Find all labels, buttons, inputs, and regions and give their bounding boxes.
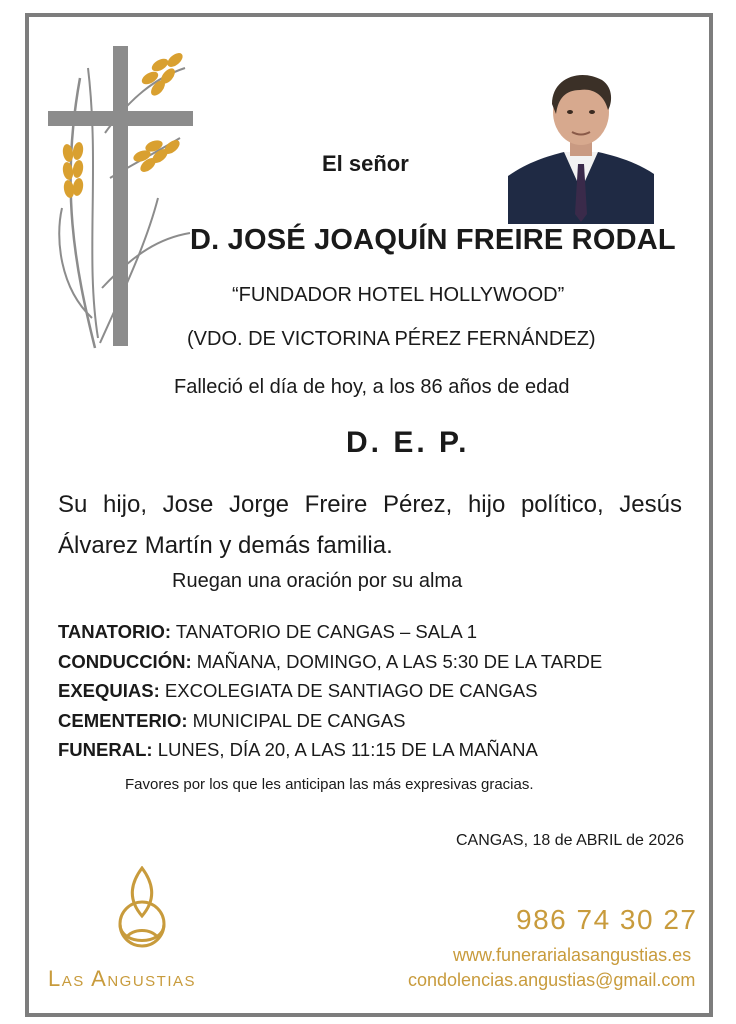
intro-text: El señor — [322, 151, 409, 176]
founder-note: “FUNDADOR HOTEL HOLLYWOOD” — [232, 284, 565, 306]
dateline: CANGAS, 18 de ABRIL de 2026 — [456, 832, 684, 849]
detail-label: TANATORIO: — [58, 621, 172, 642]
detail-label: CEMENTERIO: — [58, 709, 188, 731]
detail-label: FUNERAL: — [58, 739, 153, 760]
detail-value: MAÑANA, DOMINGO, A LAS 5:30 DE LA TARDE — [196, 650, 603, 672]
website-link[interactable]: www.funerarialasangustias.es — [453, 945, 692, 965]
detail-value: MUNICIPAL DE CANGAS — [192, 709, 406, 731]
detail-row-funeral — [58, 735, 602, 765]
widower-note: (VDO. DE VICTORINA PÉREZ FERNÁNDEZ) — [187, 328, 596, 350]
detail-label: EXEQUIAS: — [58, 680, 160, 701]
brand-name: Las Angustias — [48, 966, 196, 991]
deceased-name: D. JOSÉ JOAQUÍN FREIRE RODAL — [190, 224, 676, 256]
detail-row-tanatorio — [58, 617, 602, 647]
detail-label: CONDUCCIÓN: — [58, 650, 192, 672]
portrait-photo — [508, 64, 654, 224]
rip-heading: D. E. P. — [346, 426, 470, 459]
prayer-request: Ruegan una oración por su alma — [172, 570, 463, 592]
detail-value: TANATORIO DE CANGAS – SALA 1 — [175, 621, 478, 642]
family-paragraph: Su hijo, Jose Jorge Freire Pérez, hijo político, Jesús Álvarez Martín y demás familia. — [58, 491, 682, 559]
detail-row-cementerio — [58, 706, 602, 736]
detail-value: EXCOLEGIATA DE SANTIAGO DE CANGAS — [164, 680, 538, 701]
detail-row-conduccion — [58, 647, 602, 677]
cross-with-wheat-icon — [40, 38, 205, 358]
service-details — [58, 617, 602, 765]
thanks-note: Favores por los que les anticipan las más expresivas gracias. — [125, 776, 534, 793]
funeral-home-logo-icon — [96, 866, 188, 958]
phone-number[interactable]: 986 74 30 27 — [516, 904, 698, 935]
detail-value: LUNES, DÍA 20, A LAS 11:15 DE LA MAÑANA — [157, 739, 538, 760]
death-statement: Falleció el día de hoy, a los 86 años de edad — [174, 376, 570, 398]
email-link[interactable]: condolencias.angustias@gmail.com — [408, 970, 696, 990]
detail-row-exequias — [58, 676, 602, 706]
